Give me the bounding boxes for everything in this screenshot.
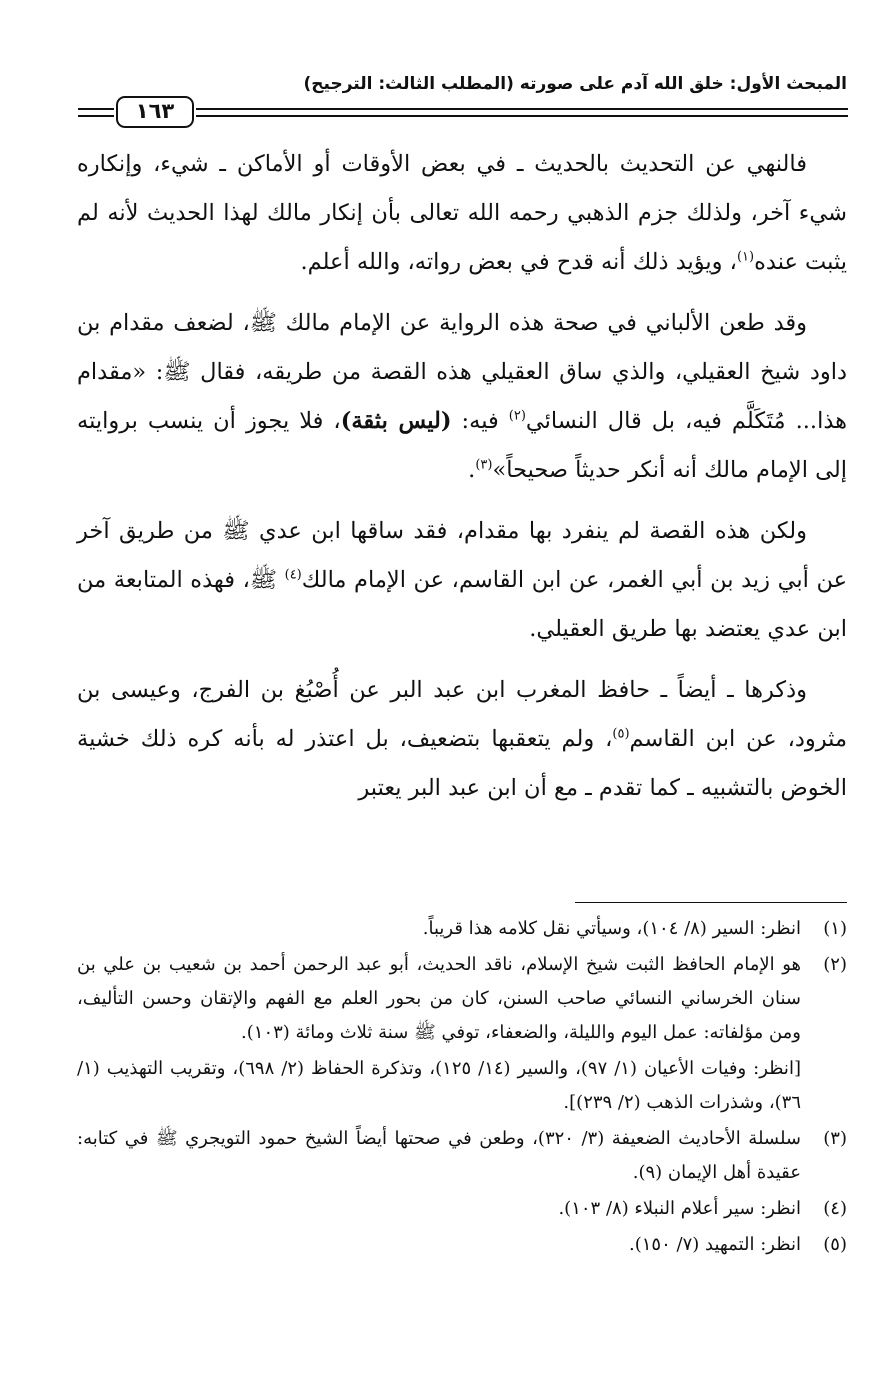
footnote-separator [575, 902, 847, 903]
footnote-number: (٢) [823, 954, 847, 975]
footnote-5 [77, 1228, 847, 1262]
footnote-3 [77, 1122, 847, 1190]
footnote-ref-4: (٤) [284, 567, 302, 583]
paragraph-3-text-a: ولكن هذه القصة لم ينفرد بها مقدام، فقد ساقها ابن عدي ﷺ من طريق آخر عن أبي زيد بن أبي الغمر، عن ابن القاسم، عن الإمام مالك [77, 518, 847, 593]
header-rule-right [196, 108, 848, 117]
paragraph-2-text-d: . [468, 457, 476, 483]
footnote-ref-2: (٢) [508, 408, 526, 424]
footnote-ref-1: (١) [736, 249, 755, 265]
paragraph-2-text-a: وقد طعن الألباني في صحة هذه الرواية عن الإمام مالك ﷺ، لضعف مقدام بن داود شيخ العقيلي، والذي ساق العقيلي هذه القصة من طريقه، فقال ﷺ: «مقدام هذا... مُتَكَلَّم فيه، بل قال النسائي [77, 310, 848, 434]
paragraph-4 [77, 666, 847, 813]
footnote-2 [77, 948, 847, 1050]
paragraph-1-tail: ، ويؤيد ذلك أنه قدح في بعض رواته، والله أعلم. [300, 249, 737, 275]
header-rule [78, 96, 848, 130]
footnote-ref-3: (٣) [475, 457, 493, 473]
header-rule-left [78, 108, 114, 117]
footnote-1 [77, 912, 847, 946]
footnote-text: انظر: التمهيد (٧/ ١٥٠). [629, 1234, 801, 1255]
paragraph-1 [77, 140, 847, 287]
footnote-number: (٥) [823, 1234, 847, 1255]
footnote-number: (٣) [823, 1128, 847, 1149]
footnote-text: انظر: سير أعلام النبلاء (٨/ ١٠٣). [558, 1198, 801, 1219]
footnotes [77, 912, 847, 1264]
footnote-number: (٤) [823, 1198, 847, 1219]
paragraph-2-text-b: فيه: [451, 408, 509, 434]
footnote-4 [77, 1192, 847, 1226]
paragraph-2 [77, 299, 847, 495]
footnote-2-references: [انظر: وفيات الأعيان (١/ ٩٧)، والسير (١٤/ ١٢٥)، وتذكرة الحفاظ (٢/ ٦٩٨)، وتقريب التهذيب (١/ ٣٦)، وشذرات الذهب (٢/ ٢٣٩)]. [77, 1058, 801, 1113]
footnote-text: هو الإمام الحافظ الثبت شيخ الإسلام، ناقد الحديث، أبو عبد الرحمن أحمد بن شعيب بن علي بن سنان الخرساني النسائي صاحب السنن، كان من بحور العلم مع الفهم والإتقان وحسن التأليف، ومن مؤلفاته: عمل اليوم والليلة، والضعفاء، توفي ﷺ سنة ثلاث ومائة (١٠٣). [77, 954, 801, 1043]
paragraph-3-text-b: ﷺ، فهذه المتابعة من ابن عدي يعتضد بها طريق العقيلي. [77, 567, 847, 642]
page-number: ١٦٣ [116, 96, 194, 128]
paragraph-4-text-b: ، ولم يتعقبها بتضعيف، بل اعتذر له بأنه كره ذلك خشية الخوض بالتشبيه ـ كما تقدم ـ مع أن ابن عبد البر يعتبر [77, 726, 847, 801]
paragraph-1-text: فالنهي عن التحديث بالحديث ـ في بعض الأوقات أو الأماكن ـ شيء، وإنكاره شيء آخر، ولذلك جزم الذهبي رحمه الله تعالى بأن إنكار مالك لهذا الحديث لأنه لم يثبت عنده [77, 151, 847, 275]
footnote-text: انظر: السير (٨/ ١٠٤)، وسيأتي نقل كلامه هذا قريباً. [422, 918, 801, 939]
paragraph-3 [77, 507, 847, 654]
footnote-ref-5: (٥) [612, 726, 630, 742]
footnote-number: (١) [823, 918, 847, 939]
paragraph-2-text-c: ، فلا يجوز أن ينسب بروايته إلى الإمام مالك أنه أنكر حديثاً صحيحاً» [77, 408, 847, 483]
paragraph-4-text-a: وذكرها ـ أيضاً ـ حافظ المغرب ابن عبد البر عن أُصْبُغ بن الفرج، وعيسى بن مثرود، عن ابن القاسم [77, 677, 847, 752]
footnote-text: سلسلة الأحاديث الضعيفة (٣/ ٣٢٠)، وطعن في صحتها أيضاً الشيخ حمود التويجري ﷺ في كتابه: عقيدة أهل الإيمان (٩). [77, 1128, 801, 1183]
paragraph-2-bold: (ليس بثقة) [340, 408, 452, 434]
running-header: المبحث الأول: خلق الله آدم على صورته (المطلب الثالث: الترجيح) [303, 74, 847, 94]
main-text [77, 140, 847, 825]
